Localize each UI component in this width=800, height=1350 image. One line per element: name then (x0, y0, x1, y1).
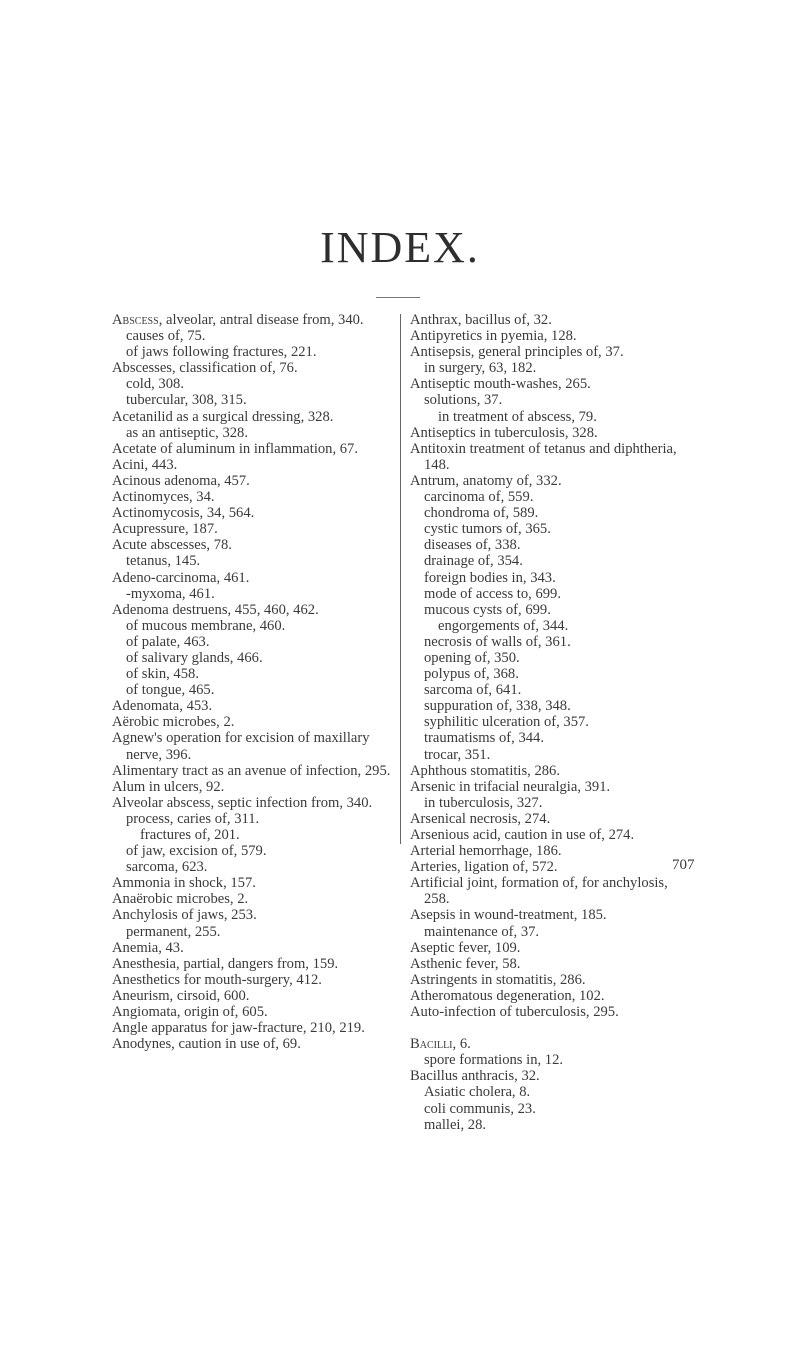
index-entry: Anemia, 43. (112, 939, 184, 956)
index-entry: spore formations in, 12. (424, 1052, 564, 1069)
index-entry: Actinomycosis, 34, 564. (112, 505, 255, 522)
index-entry: fractures of, 201. (140, 827, 240, 843)
index-entry: of mucous membrane, 460. (126, 617, 286, 634)
index-entry: Arsenious acid, caution in use of, 274. (410, 827, 635, 843)
index-entry: maintenance of, 37. (424, 923, 540, 940)
index-entry: drainage of, 354. (424, 553, 523, 570)
index-entry: Anodynes, caution in use of, 69. (112, 1036, 301, 1053)
index-entry: opening of, 350. (424, 649, 520, 666)
index-entry: Anthrax, bacillus of, 32. (410, 312, 552, 328)
index-entry: of jaw, excision of, 579. (126, 843, 267, 860)
column-divider (400, 314, 401, 844)
index-entry: Antitoxin treatment of tetanus and diphtheria, 148. (410, 440, 677, 473)
index-entry: Acinous adenoma, 457. (112, 472, 250, 489)
index-entry: Adeno-carcinoma, 461. (112, 569, 250, 586)
index-entry: Ammonia in shock, 157. (112, 875, 256, 892)
index-entry: solutions, 37. (424, 392, 503, 409)
index-entry: necrosis of walls of, 361. (424, 633, 571, 650)
index-entry: Asiatic cholera, 8. (424, 1084, 531, 1101)
index-entry: suppuration of, 338, 348. (424, 698, 571, 715)
index-entry: tetanus, 145. (126, 553, 201, 570)
index-entry: Angiomata, origin of, 605. (112, 1004, 268, 1021)
index-column-right (410, 312, 690, 1133)
index-entry: Bacillus anthracis, 32. (410, 1068, 540, 1085)
index-entry: cystic tumors of, 365. (424, 521, 551, 538)
index-entry: Aphthous stomatitis, 286. (410, 762, 560, 779)
index-entry: Arsenic in trifacial neuralgia, 391. (410, 778, 611, 795)
index-entry: traumatisms of, 344. (424, 730, 544, 747)
index-entry: Atheromatous degeneration, 102. (410, 987, 605, 1004)
index-entry: foreign bodies in, 343. (424, 569, 556, 586)
index-entry: Antiseptics in tuberculosis, 328. (410, 424, 598, 441)
index-entry: Anaërobic microbes, 2. (112, 891, 249, 908)
index-entry: of skin, 458. (126, 666, 199, 683)
index-entry: Angle apparatus for jaw-fracture, 210, 219. (112, 1020, 365, 1037)
index-entry: Abscess, alveolar, antral disease from, 340. (112, 312, 364, 328)
index-entry: Arsenical necrosis, 274. (410, 810, 551, 827)
index-entry: Adenomata, 453. (112, 698, 213, 715)
index-entry: Acute abscesses, 78. (112, 537, 232, 554)
index-entry: coli communis, 23. (424, 1100, 536, 1117)
index-entry: Acini, 443. (112, 456, 178, 473)
title-rule (376, 297, 420, 298)
page-number: 707 (672, 857, 695, 873)
index-entry: Arterial hemorrhage, 186. (410, 843, 562, 860)
index-entry: Antrum, anatomy of, 332. (410, 472, 562, 489)
index-entry: polypus of, 368. (424, 666, 519, 683)
index-column-left (112, 312, 394, 1052)
index-entry: Anchylosis of jaws, 253. (112, 907, 257, 924)
index-entry: mallei, 28. (424, 1116, 487, 1133)
index-entry: Anesthetics for mouth-surgery, 412. (112, 971, 322, 988)
index-entry: Alum in ulcers, 92. (112, 778, 225, 795)
index-entry: process, caries of, 311. (126, 810, 260, 827)
index-entry: Arteries, ligation of, 572. (410, 859, 558, 876)
index-entry: Alveolar abscess, septic infection from, 340. (112, 794, 373, 811)
index-entry: in treatment of abscess, 79. (438, 408, 597, 425)
index-entry: mucous cysts of, 699. (424, 601, 551, 618)
index-entry: Auto-infection of tuberculosis, 295. (410, 1004, 619, 1021)
index-entry: Acetanilid as a surgical dressing, 328. (112, 408, 334, 425)
index-entry: as an antiseptic, 328. (126, 424, 248, 441)
index-entry: Antiseptic mouth-washes, 265. (410, 376, 591, 393)
index-entry: Artificial joint, formation of, for anchylosis, 258. (410, 875, 668, 908)
index-entry: syphilitic ulceration of, 357. (424, 714, 589, 731)
index-entry: in surgery, 63, 182. (424, 360, 537, 377)
index-entry: of salivary glands, 466. (126, 649, 263, 666)
index-entry: of jaws following fractures, 221. (126, 344, 317, 361)
index-entry: Abscesses, classification of, 76. (112, 360, 298, 377)
index-entry: Antipyretics in pyemia, 128. (410, 328, 577, 345)
page-title: INDEX. (320, 223, 480, 272)
index-entry: trocar, 351. (424, 746, 491, 763)
index-entry: of tongue, 465. (126, 682, 215, 699)
index-entry: sarcoma of, 641. (424, 682, 522, 699)
index-entry: sarcoma, 623. (126, 859, 208, 876)
index-entry: diseases of, 338. (424, 537, 521, 554)
index-entry: permanent, 255. (126, 923, 221, 940)
index-entry: Bacilli, 6. (410, 1036, 471, 1053)
index-entry: Alimentary tract as an avenue of infection, 295. (112, 762, 391, 779)
index-entry: cold, 308. (126, 376, 184, 393)
index-entry: Aseptic fever, 109. (410, 939, 521, 956)
index-entry: tubercular, 308, 315. (126, 392, 247, 409)
index-entry: Anesthesia, partial, dangers from, 159. (112, 955, 339, 972)
index-entry: carcinoma of, 559. (424, 489, 534, 506)
index-entry: Asepsis in wound-treatment, 185. (410, 907, 607, 924)
index-entry: of palate, 463. (126, 633, 210, 650)
index-entry: in tuberculosis, 327. (424, 794, 543, 811)
index-entry: Acupressure, 187. (112, 521, 218, 538)
index-entry: Actinomyces, 34. (112, 489, 215, 506)
index-entry: Acetate of aluminum in inflammation, 67. (112, 440, 359, 457)
index-entry: Adenoma destruens, 455, 460, 462. (112, 601, 319, 618)
index-entry: causes of, 75. (126, 328, 206, 345)
index-entry: -myxoma, 461. (126, 585, 215, 602)
index-entry: Antisepsis, general principles of, 37. (410, 344, 624, 361)
index-entry: Asthenic fever, 58. (410, 955, 521, 972)
index-entry: Astringents in stomatitis, 286. (410, 971, 586, 988)
index-entry: chondroma of, 589. (424, 505, 539, 522)
index-entry: mode of access to, 699. (424, 585, 561, 602)
index-entry: Aërobic microbes, 2. (112, 714, 235, 731)
index-entry: Agnew's operation for excision of maxillary nerve, 396. (112, 730, 370, 763)
index-entry: Aneurism, cirsoid, 600. (112, 987, 250, 1004)
index-entry: engorgements of, 344. (438, 617, 569, 634)
